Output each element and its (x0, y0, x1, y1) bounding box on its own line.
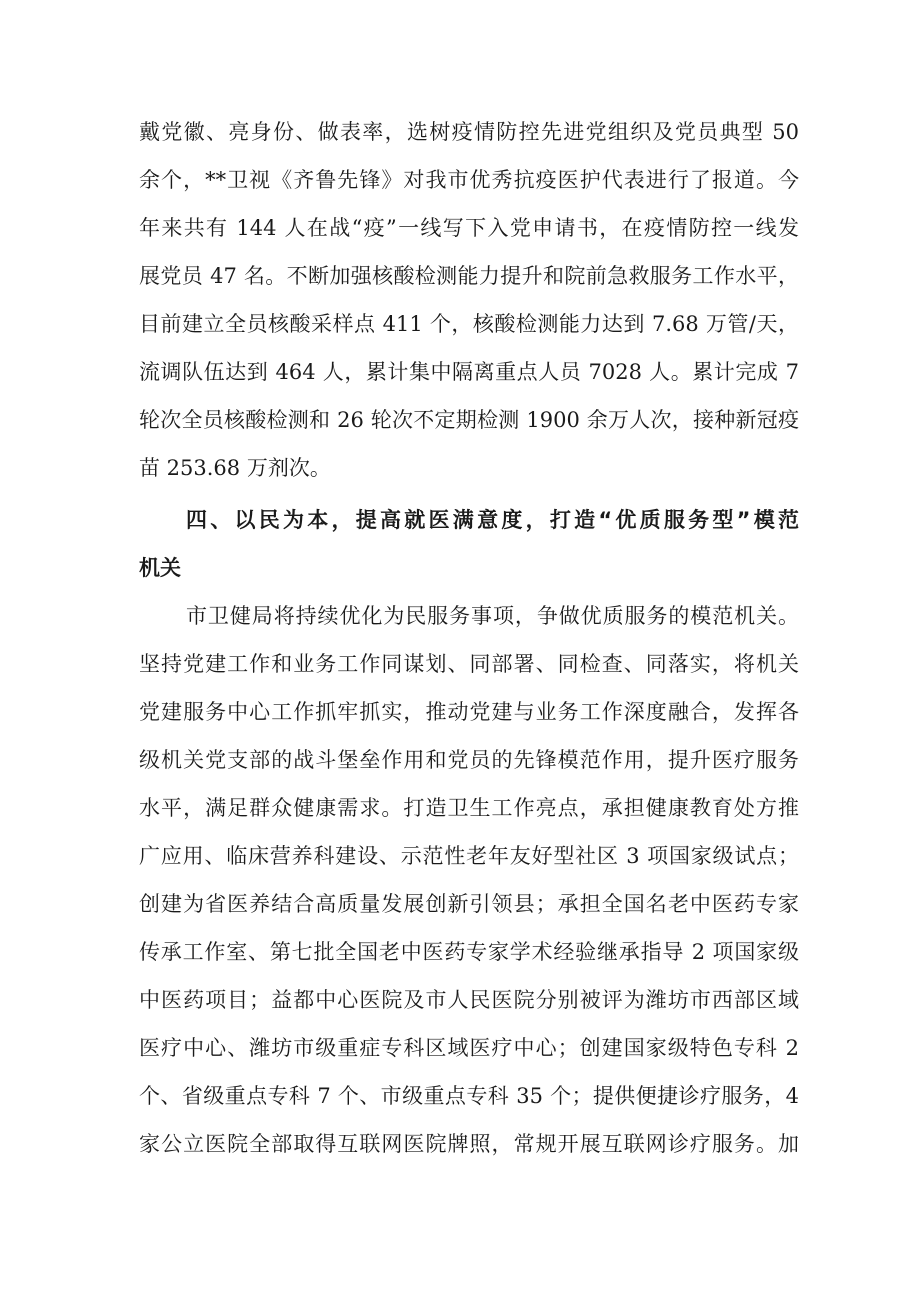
paragraph-line: 展党员 47 名。不断加强核酸检测能力提升和院前急救服务工作水平， (139, 264, 799, 288)
paragraph-line: 坚持党建工作和业务工作同谋划、同部署、同检查、同落实，将机关 (139, 652, 799, 676)
paragraph-line: 广应用、临床营养科建设、示范性老年友好型社区 3 项国家级试点； (139, 844, 799, 868)
paragraph-line: 余个，**卫视《齐鲁先锋》对我市优秀抗疫医护代表进行了报道。今 (139, 168, 799, 192)
paragraph-line: 水平，满足群众健康需求。打造卫生工作亮点，承担健康教育处方推 (139, 796, 799, 820)
paragraph-line: 流调队伍达到 464 人，累计集中隔离重点人员 7028 人。累计完成 7 (139, 360, 799, 384)
paragraph-line: 传承工作室、第七批全国老中医药专家学术经验继承指导 2 项国家级 (139, 940, 799, 964)
paragraph-line: 创建为省医养结合高质量发展创新引领县；承担全国名老中医药专家 (139, 892, 799, 916)
section-heading: 机关 (139, 556, 181, 580)
paragraph-line: 轮次全员核酸检测和 26 轮次不定期检测 1900 余万人次，接种新冠疫 (139, 408, 799, 432)
section-heading: 四、以民为本，提高就医满意度，打造“优质服务型”模范 (186, 508, 799, 532)
paragraph-line: 医疗中心、潍坊市级重症专科区域医疗中心；创建国家级特色专科 2 (139, 1036, 799, 1060)
paragraph-line: 个、省级重点专科 7 个、市级重点专科 35 个；提供便捷诊疗服务，4 (139, 1084, 799, 1108)
paragraph-line: 党建服务中心工作抓牢抓实，推动党建与业务工作深度融合，发挥各 (139, 700, 799, 724)
paragraph-line: 中医药项目；益都中心医院及市人民医院分别被评为潍坊市西部区域 (139, 988, 799, 1012)
paragraph-line: 家公立医院全部取得互联网医院牌照，常规开展互联网诊疗服务。加 (139, 1132, 799, 1156)
paragraph-line: 苗 253.68 万剂次。 (139, 456, 331, 480)
paragraph-line: 年来共有 144 人在战“疫”一线写下入党申请书，在疫情防控一线发 (139, 216, 799, 240)
paragraph-line: 级机关党支部的战斗堡垒作用和党员的先锋模范作用，提升医疗服务 (139, 748, 799, 772)
paragraph-line: 市卫健局将持续优化为民服务事项，争做优质服务的模范机关。 (186, 604, 799, 628)
paragraph-line: 目前建立全员核酸采样点 411 个，核酸检测能力达到 7.68 万管/天， (139, 312, 799, 336)
paragraph-line: 戴党徽、亮身份、做表率，选树疫情防控先进党组织及党员典型 50 (139, 120, 799, 144)
